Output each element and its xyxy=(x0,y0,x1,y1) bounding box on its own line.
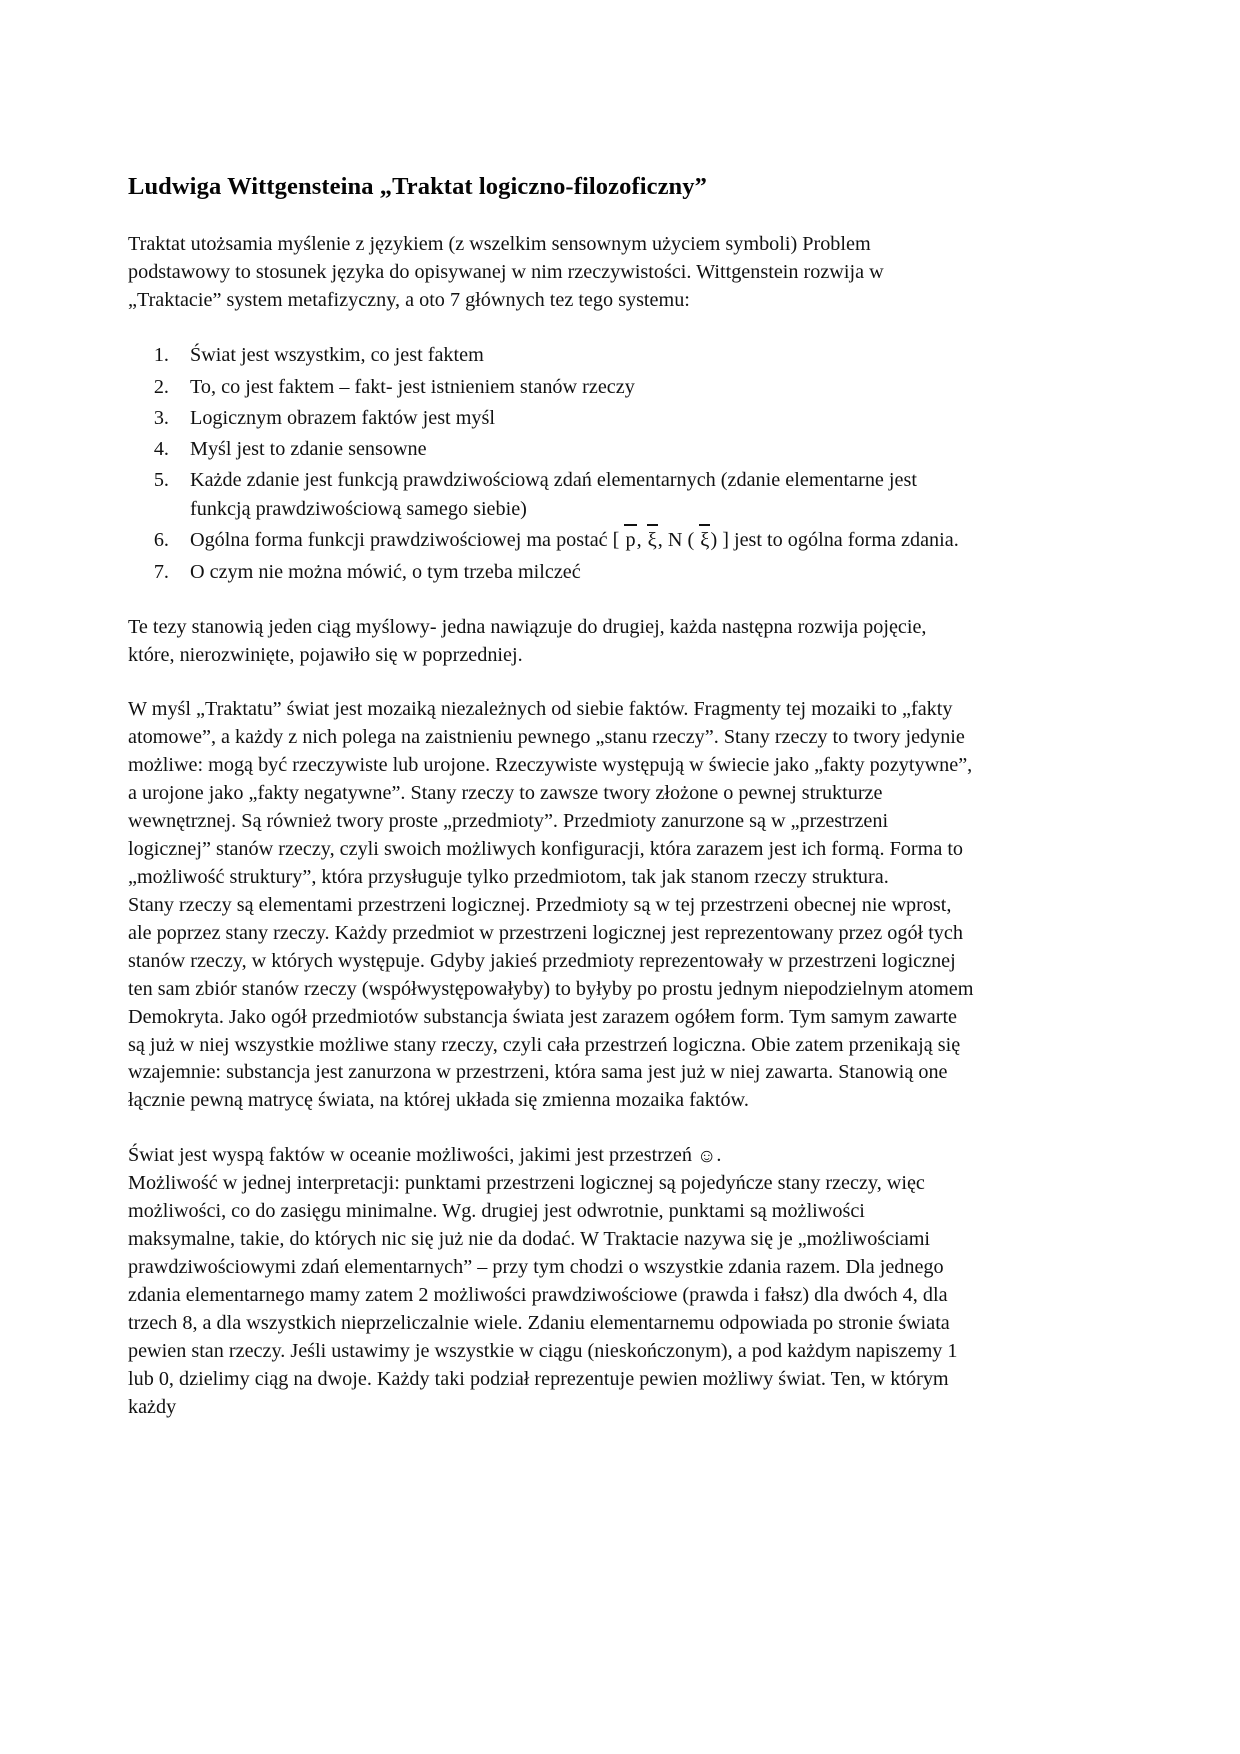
overlined-p-symbol: p xyxy=(624,526,636,554)
body-paragraph-3 xyxy=(128,1142,976,1170)
body-block-group-2 xyxy=(128,1142,976,1422)
theses-list xyxy=(128,341,976,586)
smiley-face-icon: ☺ xyxy=(697,1146,717,1168)
body-paragraph-3-prefix: Świat jest wyspą faktów w oceanie możliwości, jakimi jest przestrzeń xyxy=(128,1144,698,1167)
body-paragraph-2: Stany rzeczy są elementami przestrzeni logicznej. Przedmioty są w tej przestrzeni obecnej nie wprost, ale poprzez stany rzeczy. Każdy przedmiot w przestrzeni logicznej jest reprezentowany przez ogół tych stanów rzeczy, w których występuje. Gdyby jakieś przedmioty reprezentowały w przestrzeni logicznej ten sam zbiór stanów rzeczy (współwystępowałyby) to byłyby po prostu jednym niepodzielnym atomem Demokryta. Jako ogół przedmiotów substancja świata jest zarazem ogółem form. Tym samym zawarte są już w niej wszystkie możliwe stany rzeczy, czyli cała przestrzeń logiczna. Obie zatem przenikają się wzajemnie: substancja jest zanurzona w przestrzeni, która sama jest już w niej zawarta. Stanowią one łącznie pewną matrycę świata, na której układa się zmienna mozaika faktów. xyxy=(128,893,974,1112)
intro-paragraph: Traktat utożsamia myślenie z językiem (z wszelkim sensownym użyciem symboli) Problem podstawowy to stosunek języka do opisywanej w nim rzeczywistości. Wittgenstein rozwija w „Traktacie” system metafizyczny, a oto 7 głównych tez tego systemu: xyxy=(128,233,884,312)
overlined-xi-symbol-1: ξ xyxy=(647,526,658,555)
formula-sep-2: , N ( xyxy=(657,528,700,551)
document-content xyxy=(128,172,976,1422)
formula-text-after: ) ] jest to ogólna forma zdania. xyxy=(710,528,959,551)
list-item-formula xyxy=(174,526,976,555)
body-block-group xyxy=(128,696,976,1116)
list-item: 5. Każde zdanie jest funkcją prawdziwościową zdań elementarnych (zdanie elementarne jest funkcją prawdziwościową samego siebie) xyxy=(174,466,976,523)
paragraph-after-list: Te tezy stanowią jeden ciąg myślowy- jedna nawiązuje do drugiej, każda następna rozwija pojęcie, które, nierozwinięte, pojawiło się w poprzedniej. xyxy=(128,615,927,666)
paragraph-spacer xyxy=(128,1115,976,1142)
list-item: 4. Myśl jest to zdanie sensowne xyxy=(174,435,976,463)
overlined-xi-symbol-2: ξ xyxy=(699,526,710,555)
formula-text-before: Ogólna forma funkcji prawdziwościowej ma postać [ xyxy=(190,528,625,551)
list-item: 7. O czym nie można mówić, o tym trzeba milczeć xyxy=(174,558,976,586)
body-paragraph-3-suffix: . xyxy=(716,1144,722,1167)
list-item: 1. Świat jest wszystkim, co jest faktem xyxy=(174,341,976,369)
body-paragraph-4: Możliwość w jednej interpretacji: punktami przestrzeni logicznej są pojedyńcze stany rzeczy, więc możliwości, co do zasięgu minimalne. Wg. drugiej jest odwrotnie, punktami są możliwości maksymalne, takie, do których nic się już nie da dodać. W Traktacie nazywa się je „możliwościami prawdziwościowymi zdań elementarnych” – przy tym chodzi o wszystkie zdania razem. Dla jednego zdania elementarnego mamy zatem 2 możliwości prawdziwościowe (prawda i fałsz) dla dwóch 4, dla trzech 8, a dla wszystkich nieprzeliczalnie wiele. Zdaniu elementarnemu odpowiada po stronie świata pewien stan rzeczy. Jeśli ustawimy je wszystkie w ciągu (nieskończonym), a pod każdym napiszemy 1 lub 0, dzielimy ciąg na dwoje. Każdy taki podział reprezentuje pewien możliwy świat. Ten, w którym każdy xyxy=(128,1172,958,1419)
formula-sep-1: , xyxy=(636,528,647,551)
body-paragraph-1: W myśl „Traktatu” świat jest mozaiką niezależnych od siebie faktów. Fragmenty tej mozaiki to „fakty atomowe”, a każdy z nich polega na zaistnieniu pewnego „stanu rzeczy”. Stany rzeczy to twory jedynie możliwe: mogą być rzeczywiste lub urojone. Rzeczywiste występują w świecie jako „fakty pozytywne”, a urojone jako „fakty negatywne”. Stany rzeczy to zawsze twory złożone o pewnej strukturze wewnętrznej. Są również twory proste „przedmioty”. Przedmioty zanurzone są w „przestrzeni logicznej” stanów rzeczy, czyli swoich możliwych konfiguracji, która zarazem jest ich formą. Forma to „możliwość struktury”, która przysługuje tylko przedmiotom, tak jak stanom rzeczy struktura. xyxy=(128,697,973,888)
page-title: Ludwiga Wittgensteina „Traktat logiczno-filozoficzny” xyxy=(128,173,707,200)
list-item: 3. Logicznym obrazem faktów jest myśl xyxy=(174,404,976,432)
list-item: 2. To, co jest faktem – fakt- jest istnieniem stanów rzeczy xyxy=(174,373,976,401)
